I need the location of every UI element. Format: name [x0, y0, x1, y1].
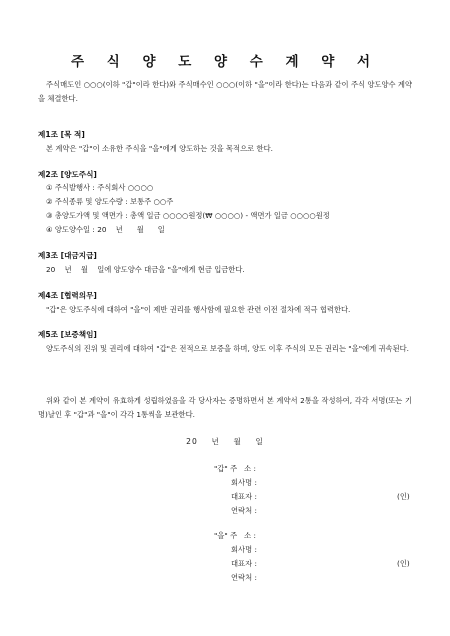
party-a-address-label: "갑" 주 소 : [214, 464, 256, 473]
article-3-heading: 제3조 [대금지급] [38, 251, 97, 260]
party-b-address-label: "을" 주 소 : [214, 531, 256, 540]
intro-paragraph: 주식매도인 ○○○(이하 "갑"이라 한다)와 주식매수인 ○○○(이하 "을"이라 한다)는 다음과 같이 주식 양도양수 계약을 체결한다. [38, 80, 412, 103]
article-5-text: 양도주식의 진위 및 권리에 대하여 "갑"은 전적으로 보증을 하며, 양도 이후 주식의 모든 권리는 "을"에게 귀속된다. [46, 344, 409, 353]
document-title: 주 식 양 도 양 수 계 약 서 [71, 54, 379, 70]
party-a-seal-mark: (인) [397, 492, 410, 501]
article-1-heading: 제1조 [목 적] [38, 130, 85, 139]
article-2-item-3: ③ 총양도가액 및 액면가 : 총액 일금 ○○○○원정(₩ ○○○○) - 액면가 일금 ○○○○원정 [46, 211, 330, 220]
article-2-item-1: ① 주식발행사 : 주식회사 ○○○○ [46, 183, 154, 192]
party-b-representative-label: 대표자 : [231, 559, 257, 568]
article-2-heading: 제2조 [양도주식] [38, 170, 97, 179]
article-2-item-4: ④ 양도양수일 : 20 년 월 일 [46, 225, 165, 234]
article-3-text: 20 년 월 일에 양도양수 대금을 "을"에게 현금 입금한다. [46, 265, 245, 274]
article-4-text: "갑"은 양도주식에 대하여 "을"이 제반 권리를 행사함에 필요한 관련 이전 절차에 적극 협력한다. [46, 305, 351, 314]
article-2-item-2: ② 주식종류 및 양도수량 : 보통주 ○○주 [46, 197, 174, 206]
article-1-text: 본 계약은 "갑"이 소유한 주식을 "을"에게 양도하는 것을 목적으로 한다. [46, 144, 273, 153]
party-b-seal-mark: (인) [397, 559, 410, 568]
party-a-company-label: 회사명 : [231, 478, 257, 487]
party-a-contact-label: 연락처 : [231, 506, 257, 515]
signing-date: 20 년 월 일 [186, 437, 264, 446]
article-5-heading: 제5조 [보증책임] [38, 330, 97, 339]
article-4-heading: 제4조 [협력의무] [38, 291, 97, 300]
closing-paragraph: 위와 같이 본 계약이 유효하게 성립하였음을 각 당사자는 증명하면서 본 계약서 2통을 작성하여, 각각 서명(또는 기명)날인 후 "갑"과 "을"이 각각 1통씩을 보관한다. [38, 396, 412, 419]
party-a-representative-label: 대표자 : [231, 492, 257, 501]
party-b-contact-label: 연락처 : [231, 573, 257, 582]
party-b-company-label: 회사명 : [231, 545, 257, 554]
